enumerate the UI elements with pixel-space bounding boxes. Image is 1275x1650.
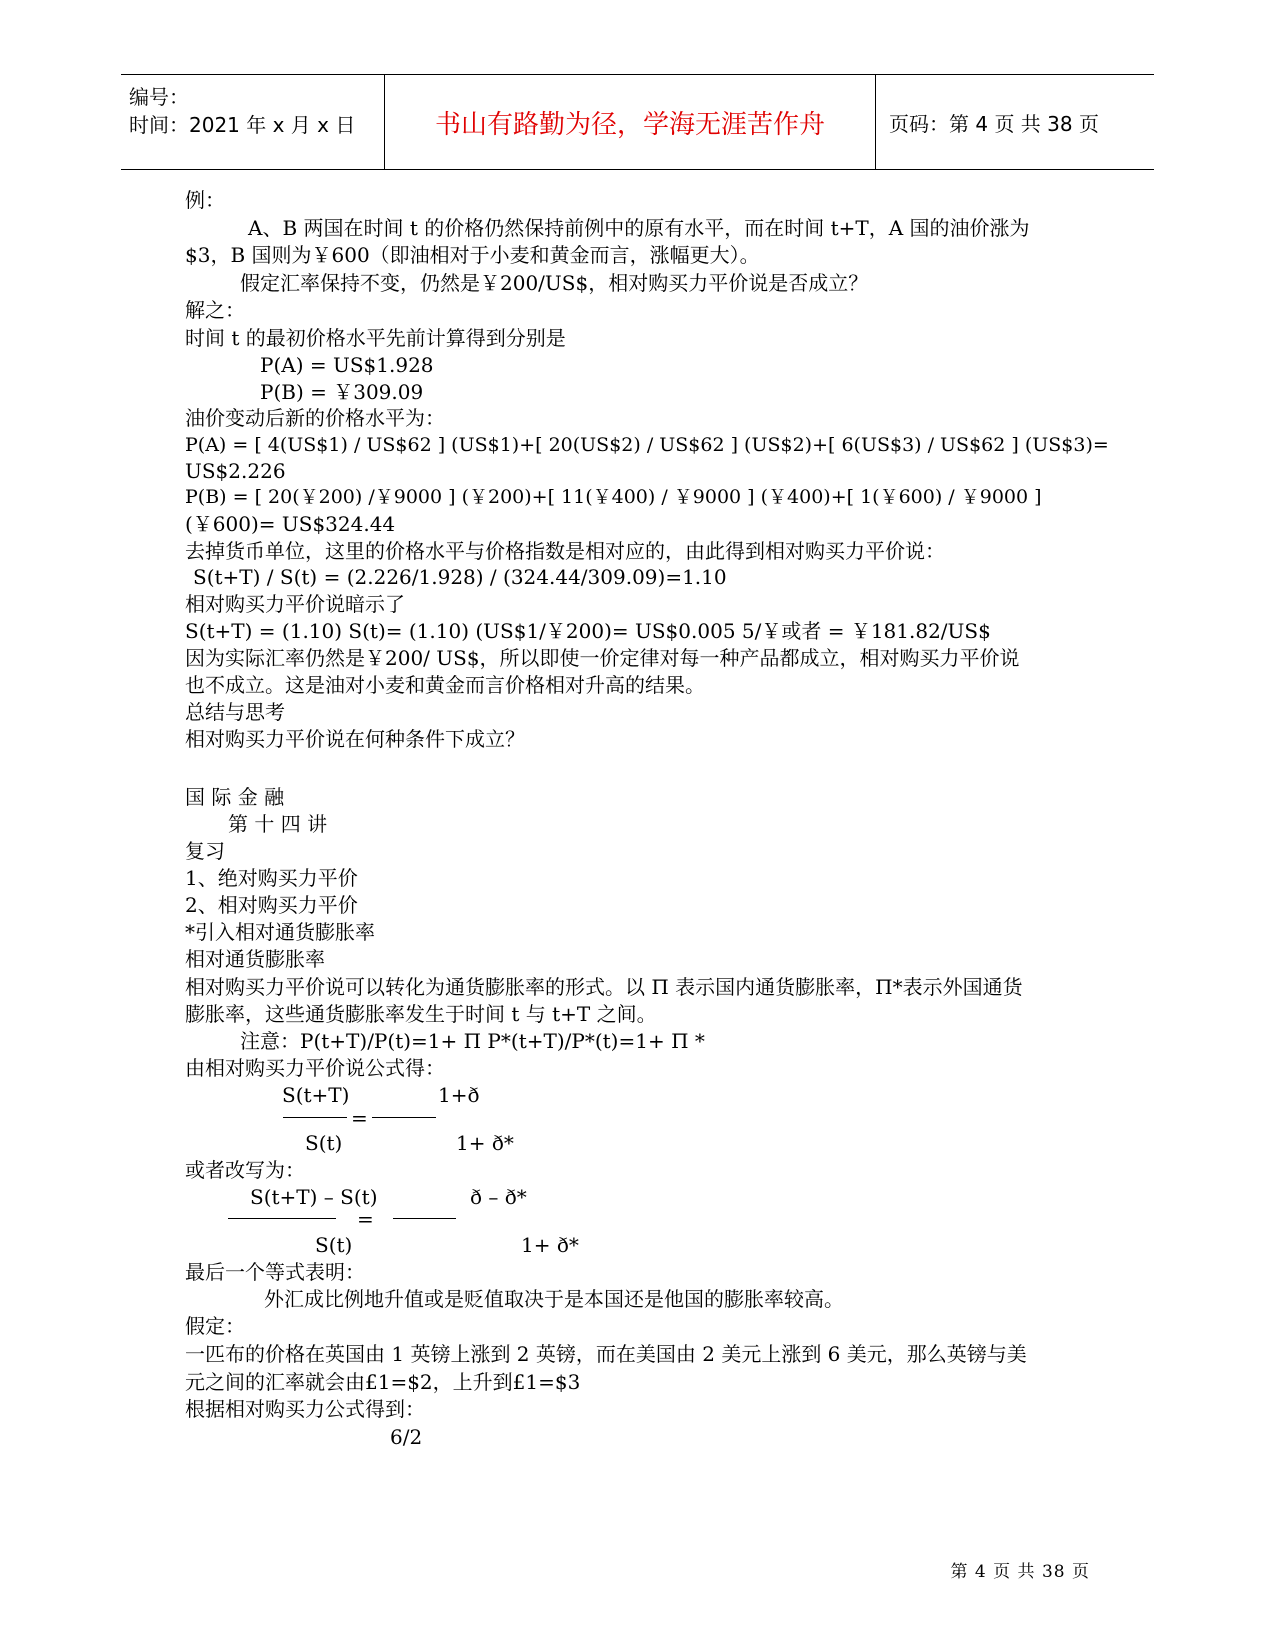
text-line: 注意：P(t+T)/P(t)=1+ Π P*(t+T)/P*(t)=1+ Π * — [240, 1029, 705, 1053]
text-line: 最后一个等式表明： — [185, 1260, 365, 1284]
text-line: US$2.226 — [185, 459, 286, 483]
text-line: S(t+T) = (1.10) S(t)= (1.10) (US$1/￥200)= US$0.005 5/￥或者 = ￥181.82/US$ — [185, 619, 991, 643]
text-line: 假定： — [185, 1314, 245, 1338]
header-left — [129, 83, 355, 139]
text-line: 去掉货币单位，这里的价格水平与价格指数是相对应的，由此得到相对购买力平价说： — [185, 539, 945, 563]
text-line: 1、绝对购买力平价 — [185, 866, 358, 890]
page-footer: 第 4 页 共 38 页 — [950, 1562, 1090, 1582]
time-label: 时间：2021 年 x 月 x 日 — [129, 113, 356, 137]
text-line: (￥600)= US$324.44 — [185, 512, 396, 536]
text-line: 解之： — [185, 298, 245, 322]
fraction-bar — [228, 1218, 336, 1219]
text-line: S(t+T) / S(t) = (2.226/1.928) / (324.44/309.09)=1.10 — [193, 565, 727, 589]
text-line: 时间 t 的最初价格水平先前计算得到分别是 — [185, 326, 566, 350]
text-line: P(B) = [ 20(￥200) /￥9000 ] (￥200)+[ 11(￥400) / ￥9000 ] (￥400)+[ 1(￥600) / ￥9000 ] — [185, 486, 1042, 508]
page-header — [121, 74, 1154, 170]
text-line: 复习 — [185, 839, 225, 863]
text-line: 假定汇率保持不变，仍然是￥200/US$，相对购买力平价说是否成立？ — [240, 271, 869, 295]
text-line: 膨胀率，这些通货膨胀率发生于时间 t 与 t+T 之间。 — [185, 1002, 657, 1026]
text-line: 外汇成比例地升值或是贬值取决于是本国还是他国的膨胀率较高。 — [264, 1287, 844, 1311]
text-line: 或者改写为： — [185, 1158, 305, 1182]
header-motto: 书山有路勤为径，学海无涯苦作舟 — [384, 75, 876, 169]
formula1-numerator-right: 1+ð — [438, 1083, 480, 1107]
text-line: 由相对购买力平价说公式得： — [185, 1056, 445, 1080]
formula1-numerator-left: S(t+T) — [282, 1083, 350, 1107]
formula2-denominator-left: S(t) — [315, 1233, 353, 1257]
text-line: 也不成立。这是油对小麦和黄金而言价格相对升高的结果。 — [185, 673, 705, 697]
formula1-denominator-right: 1+ ð* — [456, 1131, 514, 1155]
formula2-numerator-right: ð – ð* — [470, 1185, 527, 1209]
text-line: 一匹布的价格在英国由 1 英镑上涨到 2 英镑，而在美国由 2 美元上涨到 6 美元，那么英镑与美 — [185, 1342, 1027, 1366]
lecture-title: 第 十 四 讲 — [228, 812, 328, 836]
fraction-bar — [283, 1117, 347, 1118]
text-line: 相对购买力平价说可以转化为通货膨胀率的形式。以 Π 表示国内通货膨胀率，Π*表示外国通货 — [185, 975, 1023, 999]
fraction-bar — [372, 1117, 436, 1118]
section-title: 国 际 金 融 — [185, 785, 285, 809]
text-line: 因为实际汇率仍然是￥200/ US$，所以即使一价定律对每一种产品都成立，相对购买力平价说 — [185, 646, 1020, 670]
fraction-bar — [393, 1218, 456, 1219]
formula1-equals: = — [351, 1106, 368, 1130]
text-line: 根据相对购买力公式得到： — [185, 1397, 425, 1421]
formula2-numerator-left: S(t+T) – S(t) — [250, 1185, 378, 1209]
serial-label: 编号： — [129, 85, 189, 109]
formula2-equals: = — [357, 1207, 374, 1231]
text-line: 例： — [185, 188, 225, 212]
header-page-info: 页码：第 4 页 共 38 页 — [889, 111, 1099, 136]
formula3-numerator: 6/2 — [390, 1425, 423, 1449]
text-line: 油价变动后新的价格水平为： — [185, 406, 445, 430]
text-line: P(A) = US$1.928 — [260, 353, 434, 377]
text-line: 元之间的汇率就会由£1=$2，上升到£1=$3 — [185, 1370, 581, 1394]
text-line: $3，B 国则为￥600（即油相对于小麦和黄金而言，涨幅更大）。 — [185, 243, 760, 267]
text-line: P(A) = [ 4(US$1) / US$62 ] (US$1)+[ 20(US$2) / US$62 ] (US$2)+[ 6(US$3) / US$62 ] (US$3)= — [185, 434, 1109, 456]
text-line: A、B 两国在时间 t 的价格仍然保持前例中的原有水平，而在时间 t+T，A 国的油价涨为 — [248, 216, 1030, 240]
formula1-denominator-left: S(t) — [305, 1131, 343, 1155]
text-line: 相对购买力平价说暗示了 — [185, 592, 405, 616]
text-line: 总结与思考 — [185, 700, 285, 724]
text-line: 2、相对购买力平价 — [185, 893, 358, 917]
text-line: *引入相对通货膨胀率 — [185, 920, 375, 944]
text-line: P(B) = ￥309.09 — [260, 380, 424, 404]
text-line: 相对购买力平价说在何种条件下成立？ — [185, 727, 525, 751]
text-line: 相对通货膨胀率 — [185, 947, 325, 971]
formula2-denominator-right: 1+ ð* — [521, 1233, 579, 1257]
